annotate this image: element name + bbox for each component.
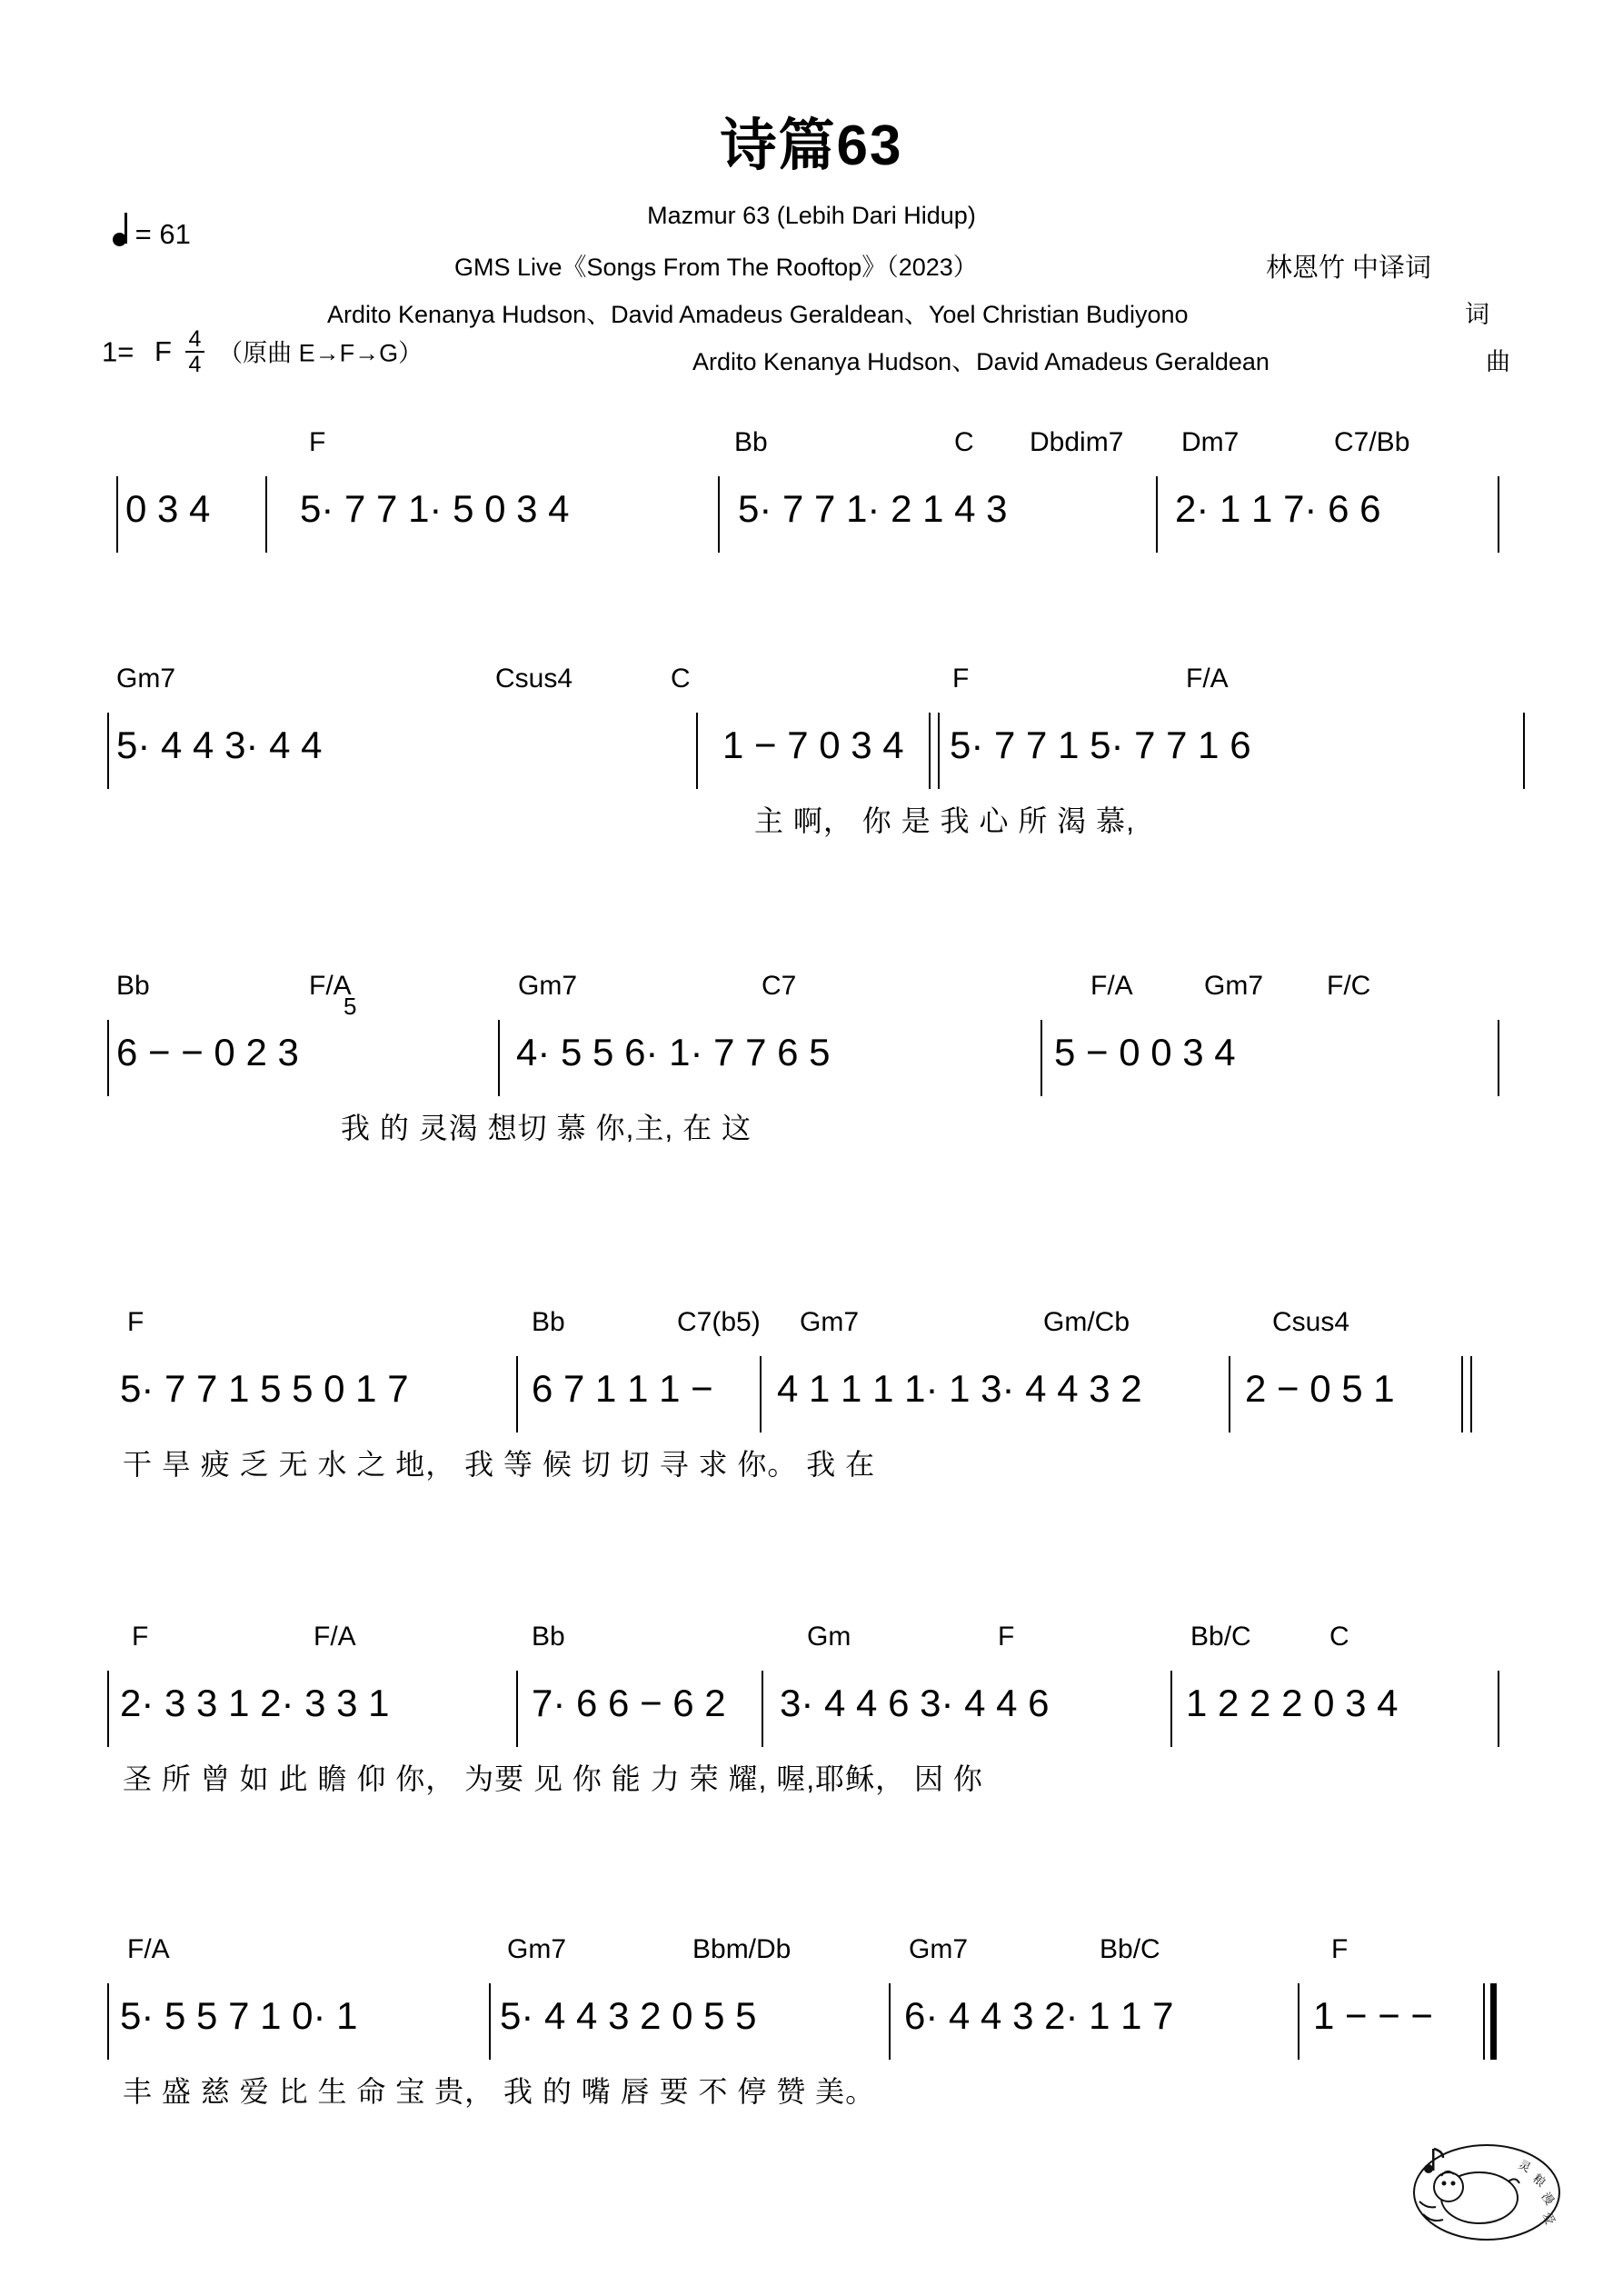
barline: [696, 713, 698, 789]
chord-symbol: C7/Bb: [1334, 427, 1410, 457]
chord-symbol: Gm7: [518, 971, 578, 1001]
chord-symbol: Gm: [807, 1622, 851, 1652]
note-group: 1 − 7 0 3 4: [722, 724, 904, 766]
note-group: 2· 3 3 1 2· 3 3 1: [120, 1682, 390, 1724]
credit-lyricists: Ardito Kenanya Hudson、David Amadeus Geraldean、Yoel Christian Budiyono: [327, 301, 1189, 328]
svg-text:漫: 漫: [1538, 2190, 1558, 2208]
quarter-note-icon: [113, 233, 126, 246]
barline: [116, 476, 118, 553]
lyric-line: 丰 盛 慈 爱 比 生 命 宝 贵， 我 的 嘴 唇 要 不 停 赞 美。: [123, 2075, 876, 2108]
finger-number: 5: [344, 993, 357, 1020]
chord-symbol: F: [1331, 1934, 1349, 1964]
chord-symbol: Csus4: [495, 664, 573, 694]
chord-symbol: Gm7: [1204, 971, 1264, 1001]
music-system-5: [0, 1622, 1623, 1794]
barline: [1498, 1671, 1499, 1747]
chord-symbol: C7(b5): [677, 1307, 761, 1337]
barline: [107, 1671, 109, 1747]
chord-symbol: C: [1329, 1622, 1349, 1652]
time-num: 4: [185, 327, 205, 353]
barline: [1156, 476, 1158, 553]
chord-symbol: F: [998, 1622, 1015, 1652]
music-system-6: [0, 1934, 1623, 2107]
chord-symbol: F: [127, 1307, 144, 1337]
chord-symbol: Bb: [734, 427, 768, 457]
barline: [1523, 713, 1525, 789]
chord-symbol: Gm7: [507, 1934, 567, 1964]
credit-role-lyrics: 词: [1465, 301, 1489, 328]
barline: [265, 476, 267, 553]
barline: [760, 1356, 762, 1433]
chord-symbol: C: [671, 664, 691, 694]
lyric-line: 干 旱 疲 乏 无 水 之 地， 我 等 候 切 切 寻 求 你。 我 在: [123, 1448, 876, 1481]
chord-symbol: Csus4: [1272, 1307, 1350, 1337]
note-group: 2· 1 1 7· 6 6: [1175, 487, 1381, 530]
chord-symbol: Gm/Cb: [1043, 1307, 1130, 1337]
barline: [516, 1671, 518, 1747]
barline: [516, 1356, 518, 1433]
music-system-1: [0, 427, 1623, 591]
note-group: 4 1 1 1 1· 1 3· 4 4 3 2: [777, 1367, 1142, 1410]
note-group: 5· 4 4 3 2 0 5 5: [500, 1994, 757, 2037]
key-note: F: [154, 335, 172, 368]
chord-symbol: Gm7: [800, 1307, 860, 1337]
music-system-3: [0, 971, 1623, 1143]
credit-translator: 林恩竹 中译词: [1266, 254, 1432, 283]
barline: [107, 713, 109, 789]
note-group: 3· 4 4 6 3· 4 4 6: [780, 1682, 1050, 1724]
svg-text:爱: 爱: [1540, 2210, 1558, 2227]
chord-symbol: Bb/C: [1190, 1622, 1251, 1652]
note-group: 4· 5 5 6· 1· 7 7 6 5: [516, 1031, 831, 1073]
key-label: 1=: [102, 335, 134, 368]
watermark-logo-icon: [1396, 2127, 1568, 2263]
chord-symbol: F/A: [1090, 971, 1133, 1001]
credit-composers: Ardito Kenanya Hudson、David Amadeus Geraldean: [692, 348, 1270, 375]
subtitle: Mazmur 63 (Lebih Dari Hidup): [647, 202, 976, 229]
chord-symbol: F: [952, 664, 970, 694]
barline: [889, 1983, 891, 2060]
note-group: 5· 4 4 3· 4 4: [116, 724, 323, 766]
barline: [718, 476, 720, 553]
note-group: 5· 7 7 1· 5 0 3 4: [300, 487, 570, 530]
lyric-line: 主 啊， 你 是 我 心 所 渴 慕,: [754, 804, 1136, 837]
svg-text:灵: 灵: [1516, 2157, 1534, 2175]
original-key: （原曲 E→F→G）: [218, 339, 423, 367]
barline: [489, 1983, 491, 2060]
barline: [107, 1983, 109, 2060]
note-group: 5· 5 5 7 1 0· 1: [120, 1994, 358, 2037]
final-barline: [1483, 1983, 1497, 2060]
lyric-line: 我 的 灵渴 想切 慕 你,主, 在 这: [341, 1112, 752, 1144]
chord-symbol: Bb: [532, 1307, 565, 1337]
note-group: 6 7 1 1 1 −: [532, 1367, 713, 1410]
barline: [498, 1020, 500, 1096]
time-signature: [185, 327, 205, 377]
chord-symbol: Bb/C: [1100, 1934, 1160, 1964]
credit-source: GMS Live《Songs From The Rooftop》（2023）: [454, 254, 978, 281]
barline: [1041, 1020, 1042, 1096]
barline: [107, 1020, 109, 1096]
note-group: 1 2 2 2 0 3 4: [1186, 1682, 1399, 1724]
note-group: 5· 7 7 1 5 5 0 1 7: [120, 1367, 409, 1410]
lyric-line: 圣 所 曾 如 此 瞻 仰 你， 为要 见 你 能 力 荣 耀, 喔,耶稣， 因 你: [123, 1762, 983, 1795]
chord-symbol: Dm7: [1181, 427, 1240, 457]
barline: [1498, 1020, 1499, 1096]
music-system-4: [0, 1307, 1623, 1480]
double-barline: [1461, 1356, 1472, 1433]
key-signature: [102, 326, 423, 379]
chord-symbol: Bbm/Db: [692, 1934, 792, 1964]
note-group: 0 3 4: [125, 487, 211, 530]
credit-role-music: 曲: [1486, 348, 1510, 375]
chord-symbol: C7: [762, 971, 797, 1001]
chord-symbol: Gm7: [909, 1934, 969, 1964]
chord-symbol: C: [954, 427, 974, 457]
time-den: 4: [188, 352, 202, 378]
barline: [1498, 476, 1499, 553]
music-system-2: [0, 664, 1623, 836]
note-group: 2 − 0 5 1: [1245, 1367, 1395, 1410]
chord-symbol: F/C: [1327, 971, 1371, 1001]
chord-symbol: F/A: [1186, 664, 1229, 694]
barline: [762, 1671, 763, 1747]
chord-symbol: Bb: [116, 971, 150, 1001]
svg-text:粮: 粮: [1530, 2171, 1548, 2190]
barline: [1170, 1671, 1172, 1747]
note-group: 5· 7 7 1· 2 1 4 3: [738, 487, 1008, 530]
tempo-value: = 61: [134, 218, 191, 250]
barline: [1229, 1356, 1230, 1433]
chord-symbol: F/A: [309, 971, 352, 1001]
note-group: 6· 4 4 3 2· 1 1 7: [904, 1994, 1174, 2037]
barline: [1298, 1983, 1299, 2060]
chord-symbol: F: [309, 427, 326, 457]
note-group: 5· 7 7 1 5· 7 7 1 6: [950, 724, 1251, 766]
page-title: 诗篇63: [720, 115, 903, 177]
chord-symbol: Dbdim7: [1030, 427, 1124, 457]
double-barline: [929, 713, 940, 789]
note-group: 7· 6 6 − 6 2: [532, 1682, 726, 1724]
note-group: 6 − − 0 2 3: [116, 1031, 299, 1073]
note-group: 1 − − −: [1313, 1994, 1433, 2037]
tempo-marking: [113, 218, 191, 251]
chord-symbol: F/A: [314, 1622, 356, 1652]
note-group: 5 − 0 0 3 4: [1054, 1031, 1236, 1073]
chord-symbol: Gm7: [116, 664, 176, 694]
chord-symbol: F: [132, 1622, 149, 1652]
chord-symbol: Bb: [532, 1622, 565, 1652]
chord-symbol: F/A: [127, 1934, 170, 1964]
